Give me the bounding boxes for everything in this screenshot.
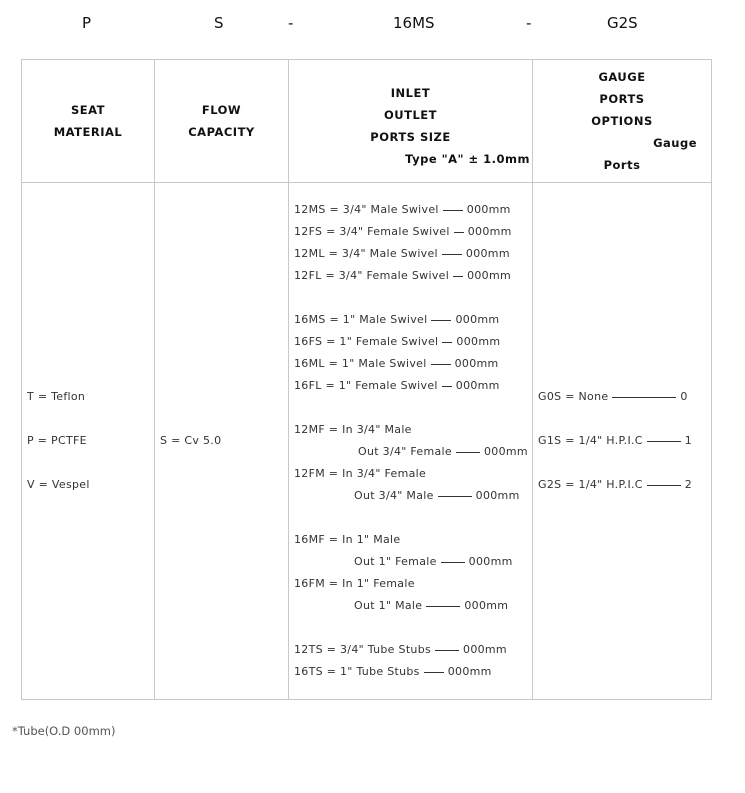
header-gauge-line3: OPTIONS: [591, 114, 653, 128]
header-gauge-ports: [533, 60, 712, 183]
header-flow-line1: FLOW: [201, 103, 242, 117]
port-option: 16MF = In 1" Male: [294, 533, 401, 546]
gauge-option: G2S = 1/4" H.P.I.C 2: [538, 478, 693, 491]
gauge-option: G1S = 1/4" H.P.I.C 1: [538, 434, 693, 447]
port-option: 12TS = 3/4" Tube Stubs 000mm: [294, 643, 507, 656]
header-ports-tolerance: Type "A" ± 1.0mm: [405, 152, 530, 166]
code-flow: S: [214, 14, 224, 32]
port-option: Out 3/4" Female 000mm: [358, 445, 528, 458]
header-seat-line1: SEAT: [71, 103, 105, 117]
seat-option: V = Vespel: [27, 478, 90, 491]
flow-capacity-cell: [155, 183, 289, 700]
seat-option: P = PCTFE: [27, 434, 87, 447]
port-option: 12FL = 3/4" Female Swivel 000mm: [294, 269, 511, 282]
code-ports: 16MS: [393, 14, 435, 32]
header-ports-line2: OUTLET: [384, 108, 437, 122]
header-flow-line2: CAPACITY: [188, 125, 255, 139]
port-option: Out 1" Female 000mm: [354, 555, 513, 568]
seat-option: T = Teflon: [27, 390, 86, 403]
seat-material-cell: [22, 183, 155, 700]
port-option: 16MS = 1" Male Swivel 000mm: [294, 313, 500, 326]
port-option: 16ML = 1" Male Swivel 000mm: [294, 357, 499, 370]
code-gauge: G2S: [607, 14, 638, 32]
body-row: [22, 183, 712, 700]
port-option: Out 1" Male 000mm: [354, 599, 509, 612]
header-gauge-line4: Gauge: [653, 136, 697, 150]
header-gauge-line1: GAUGE: [598, 70, 646, 84]
footnote: *Tube(O.D 00mm): [12, 724, 116, 738]
port-option: 12ML = 3/4" Male Swivel 000mm: [294, 247, 510, 260]
header-flow-capacity: [155, 60, 289, 183]
port-option: 16TS = 1" Tube Stubs 000mm: [294, 665, 492, 678]
port-option: 16FS = 1" Female Swivel 000mm: [294, 335, 501, 348]
port-option: 16FM = In 1" Female: [294, 577, 415, 590]
port-option: 12MS = 3/4" Male Swivel 000mm: [294, 203, 511, 216]
header-ports-line3: PORTS SIZE: [370, 130, 451, 144]
gauge-option: G0S = None 0: [538, 390, 688, 403]
flow-option: S = Cv 5.0: [160, 434, 222, 447]
port-option: 12MF = In 3/4" Male: [294, 423, 412, 436]
code-dash-2: -: [526, 14, 532, 32]
header-row: [22, 60, 712, 183]
header-gauge-line5: Ports: [603, 158, 641, 172]
gauge-ports-cell: [533, 183, 712, 700]
header-seat-line2: MATERIAL: [53, 125, 123, 139]
header-ports-size: [289, 60, 533, 183]
header-ports-line1: INLET: [390, 86, 431, 100]
ports-size-cell: [289, 183, 533, 700]
port-option: Out 3/4" Male 000mm: [354, 489, 520, 502]
port-option: 12FS = 3/4" Female Swivel 000mm: [294, 225, 512, 238]
port-option: 16FL = 1" Female Swivel 000mm: [294, 379, 500, 392]
header-gauge-line2: PORTS: [599, 92, 645, 106]
code-dash-1: -: [288, 14, 294, 32]
ordering-spec-table: [21, 59, 712, 700]
code-seat: P: [82, 14, 92, 32]
header-seat-material: [22, 60, 155, 183]
port-option: 12FM = In 3/4" Female: [294, 467, 427, 480]
